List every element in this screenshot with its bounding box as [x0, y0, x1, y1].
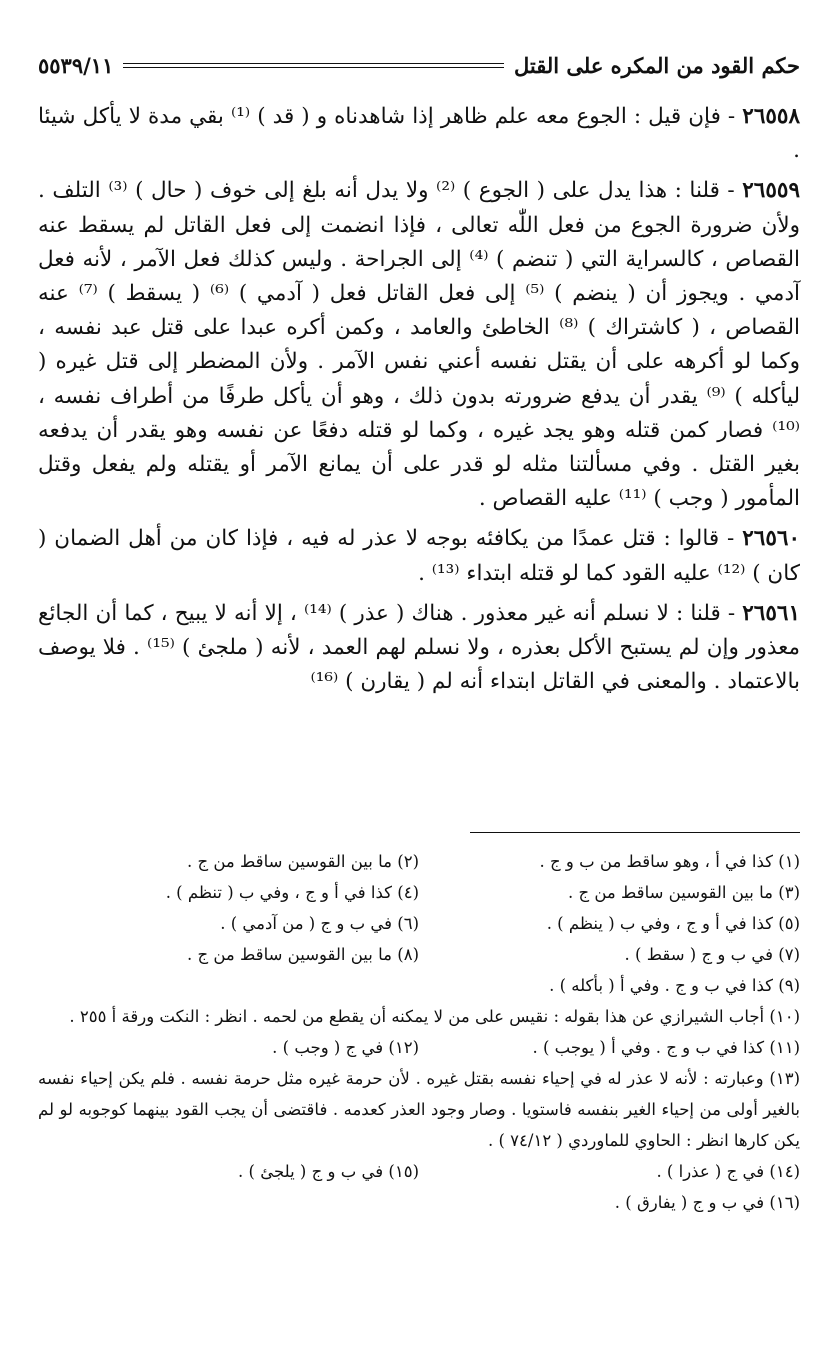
paragraph-text: - قلنا : هذا يدل على ( الجوع ) ⁽²⁾ ولا يدل أنه بلغ إلى خوف ( حال ) ⁽³⁾ التلف . ولأن ضرورة الجوع من فعل اللّٰه تعالى ، فإذا انضمت إلى فعل القاتل لم يسقط عنه القصاص ، كالسراية التي ( تنضم ) ⁽⁴⁾ إلى الجراحة . وليس كذلك فعل الآمر ، لأنه فعل آدمي . ويجوز أن ( ينضم ) ⁽⁵⁾ إلى فعل القاتل فعل ( آدمي ) ⁽⁶⁾ ( يسقط ) ⁽⁷⁾ عنه القصاص ، ( كاشتراك ) ⁽⁸⁾ الخاطئ والعامد ، وكمن أكره عبدا على قتل عبد نفسه ، وكما لو أكرهه على أن يقتل نفسه أعني نفس الآمر . ولأن المضطر إلى قتل غيره ( ليأكله ) ⁽⁹⁾ يقدر أن يدفع ضرورته بدون ذلك ، وهو أن يأكل طرفًا من أطراف نفسه ، ⁽¹⁰⁾ فصار كمن قتله وهو يجد غيره ، وكما لو قتله دفعًا عن نفسه وهو يقدر أن يدفعه بغير القتل . وفي مسألتنا مثله لو قدر على أن يمانع الآمر أو يقتله ولم يفعل وقتل المأمور ( وجب ) ⁽¹¹⁾ عليه القصاص .: [38, 178, 800, 512]
footnote-4: (٤) كذا في أ و ج ، وفي ب ( تنظم ) .: [165, 883, 419, 902]
paragraph: [38, 100, 800, 168]
footnote-row: [38, 939, 800, 970]
footnote-15: (١٥) في ب و ج ( يلجئ ) .: [238, 1162, 419, 1181]
footnote-1: (١) كذا في أ ، وهو ساقط من ب و ج .: [539, 852, 800, 871]
footnote-14: (١٤) في ج ( عذرا ) .: [656, 1162, 800, 1181]
footnote-row: [38, 1187, 800, 1218]
footnote-10: (١٠) أجاب الشيرازي عن هذا بقوله : نقيس على من لا يمكنه أن يقطع من لحمه . انظر : النكت ورقة أ ٢٥٥ .: [69, 1007, 800, 1026]
footnote-row: [38, 970, 800, 1001]
header-rule: [123, 63, 504, 68]
paragraph-text: - فإن قيل : الجوع معه علم ظاهر إذا شاهدناه و ( قد ) ⁽¹⁾ بقي مدة لا يأكل شيئا .: [38, 104, 800, 164]
paragraph-text: - قالوا : قتل عمدًا من يكافئه بوجه لا عذر له فيه ، فإذا كان من أهل الضمان ( كان ) ⁽¹²⁾ عليه القود كما لو قتله ابتداء ⁽¹³⁾ .: [38, 526, 800, 586]
footnote-3: (٣) ما بين القوسين ساقط من ج .: [567, 883, 800, 902]
page-number: ٥٥٣٩/١١: [38, 52, 114, 78]
paragraph: [38, 597, 800, 700]
footnote-row: [38, 1032, 800, 1063]
footnote-9: (٩) كذا في ب و ج . وفي أ ( بأكله ) .: [549, 976, 800, 995]
footnote-11: (١١) كذا في ب و ج . وفي أ ( يوجب ) .: [532, 1038, 800, 1057]
footnote-13: (١٣) وعبارته : لأنه لا عذر له في إحياء نفسه بقتل غيره . لأن حرمة غيره مثل حرمة نفسه . فلم يكن إحياء نفسه بالغير أولى من إحياء الغير بنفسه فاستويا . وصار وجود العذر كعدمه . فاقتضى أن يجب القود بينهما كوجوبه لو لم يكن كارها انظر : الحاوي للماوردي ( ٧٤/١٢ ) .: [38, 1069, 800, 1150]
footnote-8: (٨) ما بين القوسين ساقط من ج .: [186, 945, 419, 964]
footnote-16: (١٦) في ب و ج ( يفارق ) .: [614, 1193, 800, 1212]
footnote-12: (١٢) في ج ( وجب ) .: [272, 1038, 419, 1057]
footnote-7: (٧) في ب و ج ( سقط ) .: [624, 945, 800, 964]
footnotes: [38, 846, 800, 1218]
footnote-row: [38, 846, 800, 877]
paragraph: [38, 174, 800, 516]
paragraph-number: ٢٦٥٦٠: [742, 526, 800, 552]
footnote-2: (٢) ما بين القوسين ساقط من ج .: [186, 852, 419, 871]
footnote-separator: [470, 832, 800, 833]
running-title: حكم القود من المكره على القتل: [513, 52, 800, 78]
paragraph: [38, 522, 800, 590]
footnote-row: [38, 1001, 800, 1032]
paragraph-number: ٢٦٥٥٨: [742, 104, 801, 129]
footnote-row: [38, 877, 800, 908]
paragraph-number: ٢٦٥٦١: [742, 600, 800, 626]
page-header: [38, 48, 800, 82]
footnote-row: [38, 908, 800, 939]
footnote-6: (٦) في ب و ج ( من آدمي ) .: [220, 914, 419, 933]
paragraph-text: - قلنا : لا نسلم أنه غير معذور . هناك ( عذر ) ⁽¹⁴⁾ ، إلا أنه لا يبيح ، كما أن الجائع معذور وإن لم يستبح الأكل بعذره ، ولا نسلم لهم العمد ، لأنه ( ملجئ ) ⁽¹⁵⁾ . فلا يوصف بالاعتماد . والمعنى في القاتل ابتداء أنه لم ( يقارن ) ⁽¹⁶⁾: [38, 600, 800, 695]
paragraph-number: ٢٦٥٥٩: [742, 178, 800, 204]
main-text: [38, 100, 800, 705]
footnote-row: [38, 1156, 800, 1187]
footnote-5: (٥) كذا في أ و ج ، وفي ب ( ينظم ) .: [546, 914, 800, 933]
